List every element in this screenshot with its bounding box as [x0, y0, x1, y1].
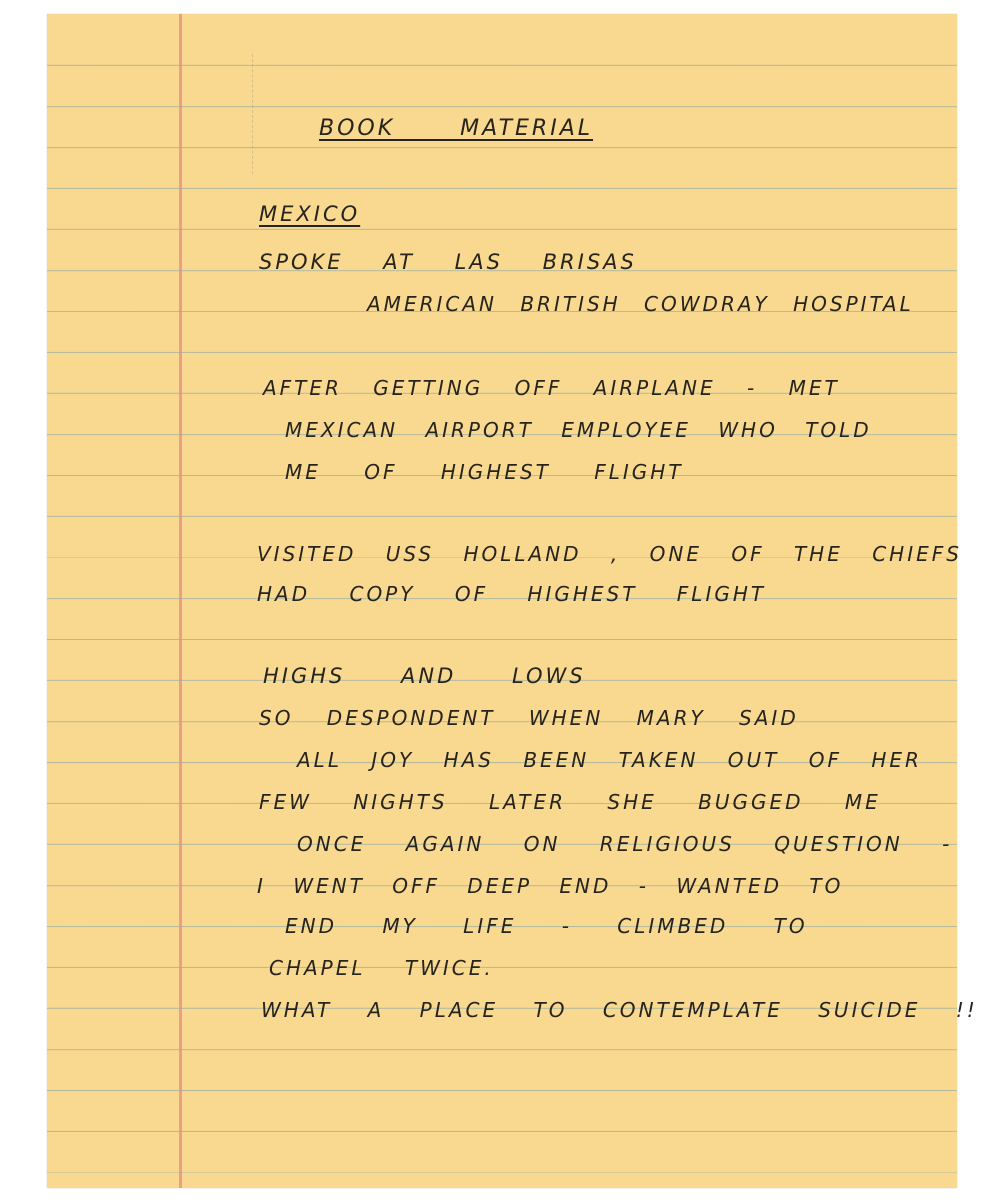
handwritten-line: AFTER GETTING OFF AIRPLANE - MET	[263, 376, 840, 400]
handwritten-line: CHAPEL TWICE.	[269, 956, 494, 980]
handwritten-line: I WENT OFF DEEP END - WANTED TO	[257, 874, 844, 898]
handwritten-line: SPOKE AT LAS BRISAS	[259, 250, 637, 274]
handwritten-line: END MY LIFE - CLIMBED TO	[285, 914, 808, 938]
handwritten-line: WHAT A PLACE TO CONTEMPLATE SUICIDE !!	[261, 998, 978, 1022]
handwritten-line: ME OF HIGHEST FLIGHT	[285, 460, 684, 484]
handwritten-line: HAD COPY OF HIGHEST FLIGHT	[257, 582, 767, 606]
page-heading: BOOK MATERIAL	[319, 116, 593, 141]
handwritten-line: HIGHS AND LOWS	[263, 664, 586, 688]
handwritten-line: AMERICAN BRITISH COWDRAY HOSPITAL	[367, 292, 914, 316]
handwritten-line: SO DESPONDENT WHEN MARY SAID	[259, 706, 799, 730]
handwritten-line: VISITED USS HOLLAND , ONE OF THE CHIEFS	[257, 542, 962, 566]
handwritten-line: ONCE AGAIN ON RELIGIOUS QUESTION -	[297, 832, 953, 856]
section-title: MEXICO	[259, 202, 361, 226]
handwritten-line: MEXICAN AIRPORT EMPLOYEE WHO TOLD	[285, 418, 872, 442]
margin-rule	[179, 14, 182, 1188]
page-mark	[252, 54, 263, 174]
handwritten-line: ALL JOY HAS BEEN TAKEN OUT OF HER	[297, 748, 922, 772]
handwritten-line: FEW NIGHTS LATER SHE BUGGED ME	[259, 790, 881, 814]
legal-pad-page	[47, 14, 978, 1188]
